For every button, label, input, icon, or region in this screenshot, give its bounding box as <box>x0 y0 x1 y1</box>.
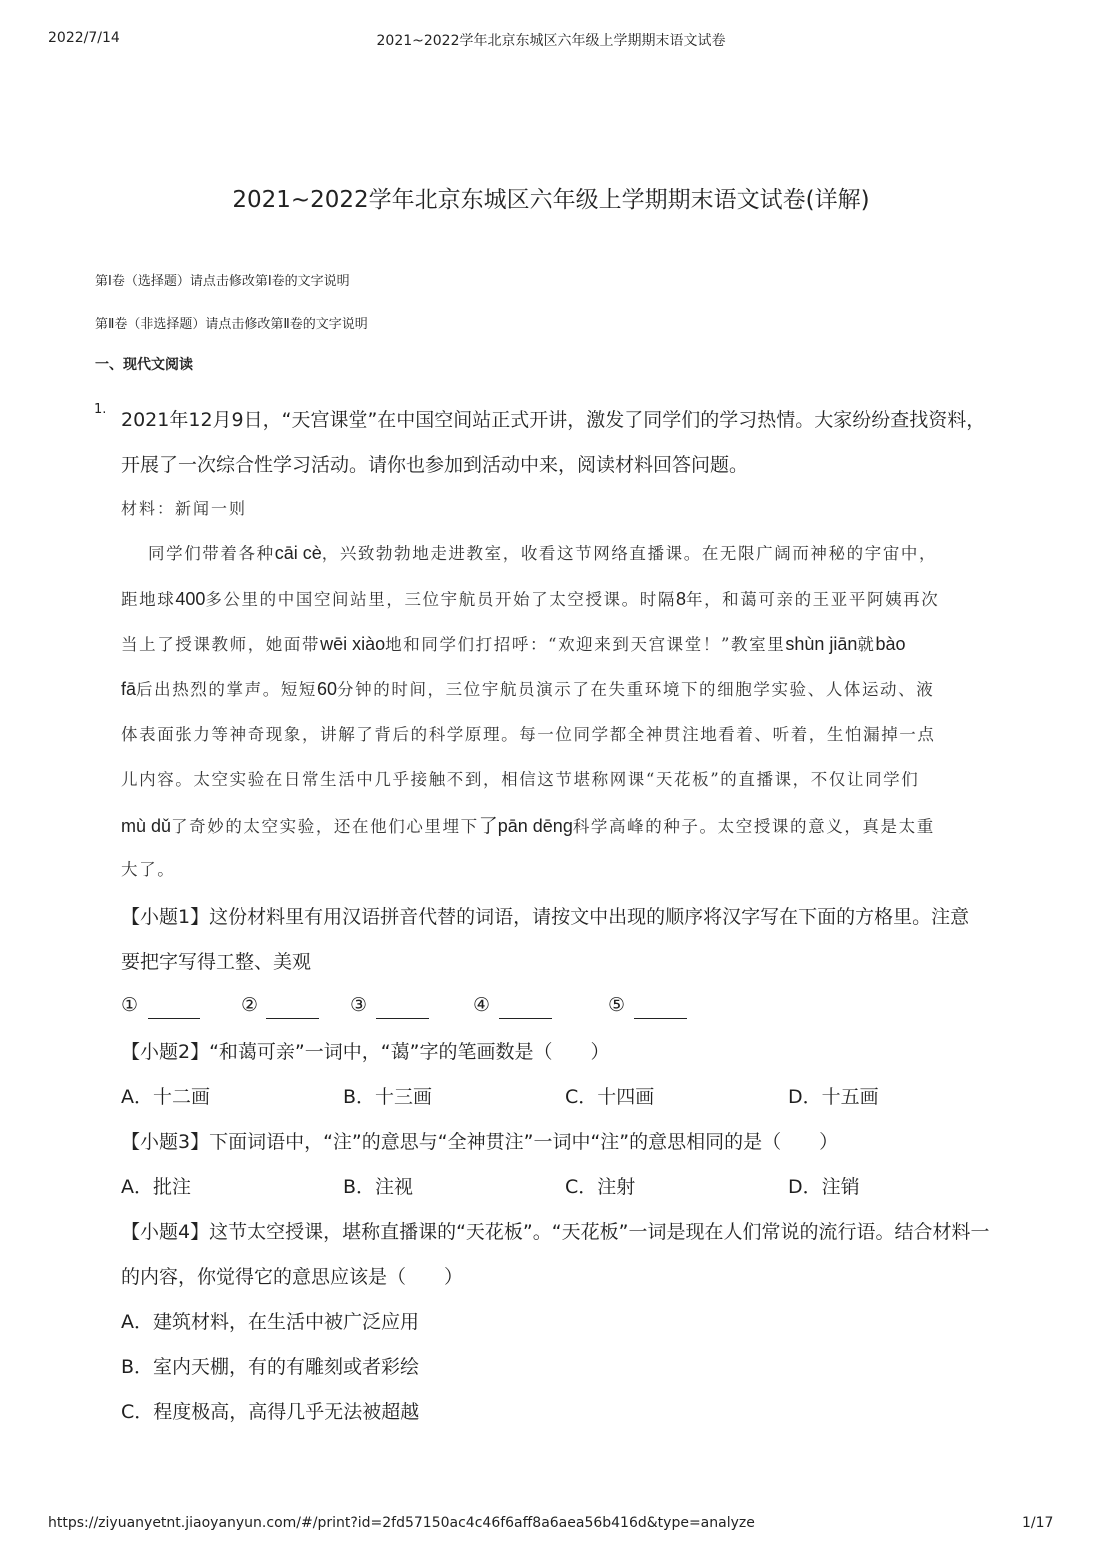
pinyin-blank: shùn jiān <box>785 634 858 654</box>
material-line-3: 当上了授课教师，她面带wēi xiào地和同学们打招呼：“欢迎来到天宫课堂！”教室里shùn jiān就bào <box>121 634 906 654</box>
pinyin-blank: pān dēng <box>497 816 573 836</box>
print-footer-url: https://ziyuanyetnt.jiaoyanyun.com/#/print?id=2fd57150ac4c46f6aff8a6aea56b416d&type=analyze <box>48 1515 755 1531</box>
sub-question-2-option-a[interactable]: A．十二画 <box>121 1086 210 1108</box>
blank-label-2: ② <box>241 994 259 1016</box>
blank-label-5: ⑤ <box>608 994 626 1016</box>
blank-label-4: ④ <box>473 994 491 1016</box>
sub-question-3-option-a[interactable]: A．批注 <box>121 1176 191 1198</box>
sub-question-2-option-c[interactable]: C．十四画 <box>565 1086 655 1108</box>
sub-question-4-option-b[interactable]: B．室内天棚，有的有雕刻或者彩绘 <box>121 1356 420 1378</box>
material-line-1: 同学们带着各种cāi cè，兴致勃勃地走进教室，收看这节网络直播课。在无限广阔而神秘的宇宙中， <box>148 543 938 563</box>
sub-question-3: 【小题3】下面词语中，“注”的意思与“全神贯注”一词中“注”的意思相同的是（ ） <box>121 1131 839 1153</box>
material-line-2: 距地球400多公里的中国空间站里，三位宇航员开始了太空授课。时隔8年，和蔼可亲的王亚平阿姨再次 <box>121 589 940 609</box>
material-line-8: 大了。 <box>121 860 176 879</box>
pinyin-blank: cāi cè <box>274 543 322 563</box>
sub-question-4-line-1: 【小题4】这节太空授课，堪称直播课的“天花板”。“天花板”一词是现在人们常说的流行语。结合材料一 <box>121 1221 990 1243</box>
material-line-7: mù dǔ了奇妙的太空实验，还在他们心里埋下了pān dēng科学高峰的种子。太空授课的意义，真是太重 <box>121 816 935 837</box>
pinyin-blank: wēi xiào <box>320 634 386 654</box>
answer-blank-3[interactable] <box>376 1018 429 1019</box>
answer-blank-5[interactable] <box>634 1018 687 1019</box>
question-number: 1. <box>94 402 107 417</box>
answer-blank-4[interactable] <box>499 1018 552 1019</box>
question-intro-line-1: 2021年12月9日，“天宫课堂”在中国空间站正式开讲，激发了同学们的学习热情。大家纷纷查找资料， <box>121 409 986 431</box>
answer-blank-2[interactable] <box>266 1018 319 1019</box>
sub-question-1-line-1: 【小题1】这份材料里有用汉语拼音代替的词语，请按文中出现的顺序将汉字写在下面的方格里。注意 <box>121 906 970 928</box>
blank-label-3: ③ <box>350 994 368 1016</box>
document-title: 2021~2022学年北京东城区六年级上学期期末语文试卷(详解) <box>232 187 870 213</box>
pinyin-blank: fā <box>121 679 137 699</box>
volume-2-note[interactable]: 第Ⅱ卷（非选择题）请点击修改第Ⅱ卷的文字说明 <box>95 317 368 332</box>
material-line-4: fā后出热烈的掌声。短短60分钟的时间，三位宇航员演示了在失重环境下的细胞学实验、人体运动、液 <box>121 679 935 699</box>
sub-question-2: 【小题2】“和蔼可亲”一词中，“蔼”字的笔画数是（ ） <box>121 1041 610 1063</box>
page-number: 1/17 <box>1022 1515 1054 1531</box>
pinyin-blank: bào <box>875 634 906 654</box>
sub-question-4-option-c[interactable]: C．程度极高，高得几乎无法被超越 <box>121 1401 420 1423</box>
material-line-6: 儿内容。太空实验在日常生活中几乎接触不到，相信这节堪称网课“天花板”的直播课，不仅让同学们 <box>121 770 920 789</box>
sub-question-4-line-2: 的内容，你觉得它的意思应该是（ ） <box>121 1266 464 1288</box>
sub-question-1-line-2: 要把字写得工整、美观 <box>121 951 312 973</box>
material-label: 材料：新闻一则 <box>121 499 248 518</box>
answer-blank-1[interactable] <box>148 1018 200 1019</box>
pinyin-blank: mù dǔ <box>121 816 172 836</box>
section-heading: 一、现代文阅读 <box>95 357 193 373</box>
sub-question-3-option-d[interactable]: D．注销 <box>788 1176 860 1198</box>
sub-question-4-option-a[interactable]: A．建筑材料，在生活中被广泛应用 <box>121 1311 419 1333</box>
sub-question-2-option-b[interactable]: B．十三画 <box>343 1086 433 1108</box>
print-date: 2022/7/14 <box>48 30 120 46</box>
sub-question-3-option-c[interactable]: C．注射 <box>565 1176 636 1198</box>
print-header-title: 2021~2022学年北京东城区六年级上学期期末语文试卷 <box>376 33 726 49</box>
blank-label-1: ① <box>121 994 139 1016</box>
volume-1-note[interactable]: 第Ⅰ卷（选择题）请点击修改第Ⅰ卷的文字说明 <box>95 274 350 289</box>
answer-blanks <box>121 994 721 1024</box>
sub-question-3-option-b[interactable]: B．注视 <box>343 1176 414 1198</box>
question-intro-line-2: 开展了一次综合性学习活动。请你也参加到活动中来，阅读材料回答问题。 <box>121 454 749 476</box>
sub-question-2-option-d[interactable]: D．十五画 <box>788 1086 879 1108</box>
material-line-5: 体表面张力等神奇现象，讲解了背后的科学原理。每一位同学都全神贯注地看着、听着，生怕漏掉一点 <box>121 725 936 744</box>
